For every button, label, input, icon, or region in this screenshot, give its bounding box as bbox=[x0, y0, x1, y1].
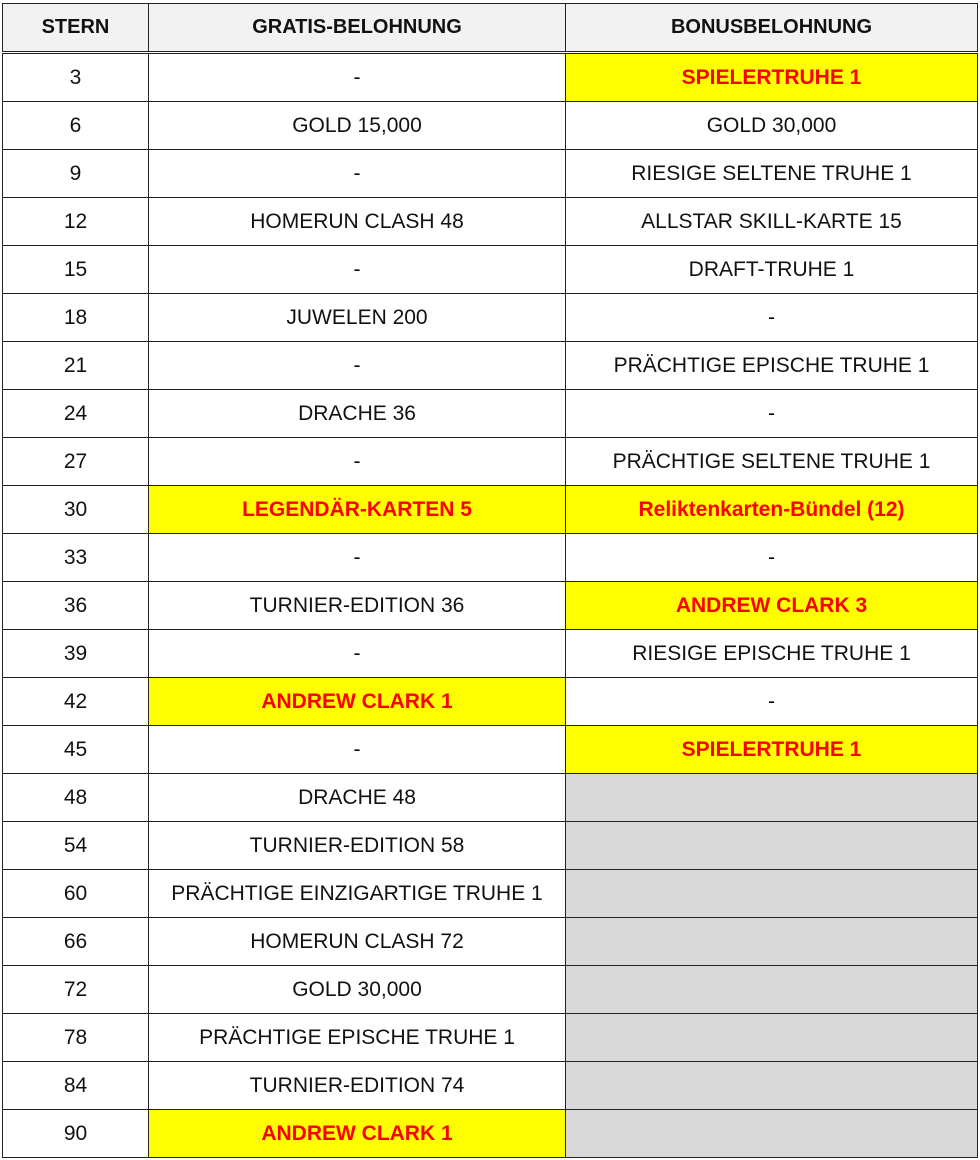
star-cell: 39 bbox=[3, 630, 149, 678]
table-row bbox=[3, 1062, 978, 1110]
star-cell: 21 bbox=[3, 342, 149, 390]
table-row bbox=[3, 1014, 978, 1062]
free-reward-cell-highlighted: LEGENDÄR-KARTEN 5 bbox=[149, 486, 566, 534]
bonus-reward-cell-empty bbox=[566, 1110, 978, 1158]
star-cell: 60 bbox=[3, 870, 149, 918]
table-row bbox=[3, 774, 978, 822]
header-free-reward: GRATIS-BELOHNUNG bbox=[149, 4, 566, 53]
star-cell: 45 bbox=[3, 726, 149, 774]
star-cell: 90 bbox=[3, 1110, 149, 1158]
table-row bbox=[3, 294, 978, 342]
star-cell: 54 bbox=[3, 822, 149, 870]
star-cell: 78 bbox=[3, 1014, 149, 1062]
star-cell: 27 bbox=[3, 438, 149, 486]
star-cell: 66 bbox=[3, 918, 149, 966]
bonus-reward-cell-highlighted: ANDREW CLARK 3 bbox=[566, 582, 978, 630]
bonus-reward-cell: - bbox=[566, 294, 978, 342]
bonus-reward-cell-empty bbox=[566, 966, 978, 1014]
star-cell: 9 bbox=[3, 150, 149, 198]
bonus-reward-cell-highlighted: SPIELERTRUHE 1 bbox=[566, 53, 978, 102]
table-row bbox=[3, 966, 978, 1014]
free-reward-cell: GOLD 15,000 bbox=[149, 102, 566, 150]
free-reward-cell: TURNIER-EDITION 58 bbox=[149, 822, 566, 870]
star-cell: 48 bbox=[3, 774, 149, 822]
bonus-reward-cell: ALLSTAR SKILL-KARTE 15 bbox=[566, 198, 978, 246]
free-reward-cell: HOMERUN CLASH 48 bbox=[149, 198, 566, 246]
bonus-reward-cell-empty bbox=[566, 918, 978, 966]
free-reward-cell: - bbox=[149, 630, 566, 678]
star-cell: 12 bbox=[3, 198, 149, 246]
bonus-reward-cell-empty bbox=[566, 870, 978, 918]
free-reward-cell: TURNIER-EDITION 74 bbox=[149, 1062, 566, 1110]
star-cell: 30 bbox=[3, 486, 149, 534]
bonus-reward-cell: DRAFT-TRUHE 1 bbox=[566, 246, 978, 294]
table-row bbox=[3, 1110, 978, 1158]
table-row bbox=[3, 822, 978, 870]
star-cell: 15 bbox=[3, 246, 149, 294]
free-reward-cell: DRACHE 48 bbox=[149, 774, 566, 822]
table-row bbox=[3, 390, 978, 438]
free-reward-cell: - bbox=[149, 246, 566, 294]
table-row bbox=[3, 870, 978, 918]
table-row bbox=[3, 150, 978, 198]
table-header bbox=[3, 4, 978, 53]
free-reward-cell-highlighted: ANDREW CLARK 1 bbox=[149, 678, 566, 726]
bonus-reward-cell: - bbox=[566, 534, 978, 582]
free-reward-cell: GOLD 30,000 bbox=[149, 966, 566, 1014]
free-reward-cell-highlighted: ANDREW CLARK 1 bbox=[149, 1110, 566, 1158]
free-reward-cell: JUWELEN 200 bbox=[149, 294, 566, 342]
bonus-reward-cell: PRÄCHTIGE SELTENE TRUHE 1 bbox=[566, 438, 978, 486]
table-row bbox=[3, 198, 978, 246]
table-row bbox=[3, 726, 978, 774]
free-reward-cell: HOMERUN CLASH 72 bbox=[149, 918, 566, 966]
star-cell: 6 bbox=[3, 102, 149, 150]
table-row bbox=[3, 678, 978, 726]
bonus-reward-cell: GOLD 30,000 bbox=[566, 102, 978, 150]
table-row bbox=[3, 486, 978, 534]
bonus-reward-cell-empty bbox=[566, 774, 978, 822]
star-cell: 3 bbox=[3, 53, 149, 102]
bonus-reward-cell-empty bbox=[566, 1062, 978, 1110]
free-reward-cell: - bbox=[149, 438, 566, 486]
bonus-reward-cell: RIESIGE EPISCHE TRUHE 1 bbox=[566, 630, 978, 678]
bonus-reward-cell-empty bbox=[566, 1014, 978, 1062]
free-reward-cell: - bbox=[149, 534, 566, 582]
table-body bbox=[3, 53, 978, 1158]
free-reward-cell: - bbox=[149, 342, 566, 390]
free-reward-cell: - bbox=[149, 53, 566, 102]
header-star: STERN bbox=[3, 4, 149, 53]
star-cell: 24 bbox=[3, 390, 149, 438]
bonus-reward-cell: RIESIGE SELTENE TRUHE 1 bbox=[566, 150, 978, 198]
free-reward-cell: TURNIER-EDITION 36 bbox=[149, 582, 566, 630]
table-row bbox=[3, 342, 978, 390]
free-reward-cell: PRÄCHTIGE EINZIGARTIGE TRUHE 1 bbox=[149, 870, 566, 918]
bonus-reward-cell-empty bbox=[566, 822, 978, 870]
free-reward-cell: - bbox=[149, 150, 566, 198]
bonus-reward-cell: - bbox=[566, 390, 978, 438]
bonus-reward-cell: - bbox=[566, 678, 978, 726]
free-reward-cell: - bbox=[149, 726, 566, 774]
table-row bbox=[3, 102, 978, 150]
star-cell: 36 bbox=[3, 582, 149, 630]
free-reward-cell: DRACHE 36 bbox=[149, 390, 566, 438]
bonus-reward-cell: PRÄCHTIGE EPISCHE TRUHE 1 bbox=[566, 342, 978, 390]
star-cell: 42 bbox=[3, 678, 149, 726]
star-cell: 72 bbox=[3, 966, 149, 1014]
table-row bbox=[3, 438, 978, 486]
rewards-table bbox=[2, 3, 978, 1158]
bonus-reward-cell-highlighted: Reliktenkarten-Bündel (12) bbox=[566, 486, 978, 534]
free-reward-cell: PRÄCHTIGE EPISCHE TRUHE 1 bbox=[149, 1014, 566, 1062]
table-row bbox=[3, 918, 978, 966]
table-row bbox=[3, 630, 978, 678]
table-row bbox=[3, 534, 978, 582]
table-row bbox=[3, 246, 978, 294]
star-cell: 18 bbox=[3, 294, 149, 342]
star-cell: 84 bbox=[3, 1062, 149, 1110]
header-row bbox=[3, 4, 978, 53]
table-row bbox=[3, 582, 978, 630]
star-cell: 33 bbox=[3, 534, 149, 582]
header-bonus-reward: BONUSBELOHNUNG bbox=[566, 4, 978, 53]
table-row bbox=[3, 53, 978, 102]
bonus-reward-cell-highlighted: SPIELERTRUHE 1 bbox=[566, 726, 978, 774]
